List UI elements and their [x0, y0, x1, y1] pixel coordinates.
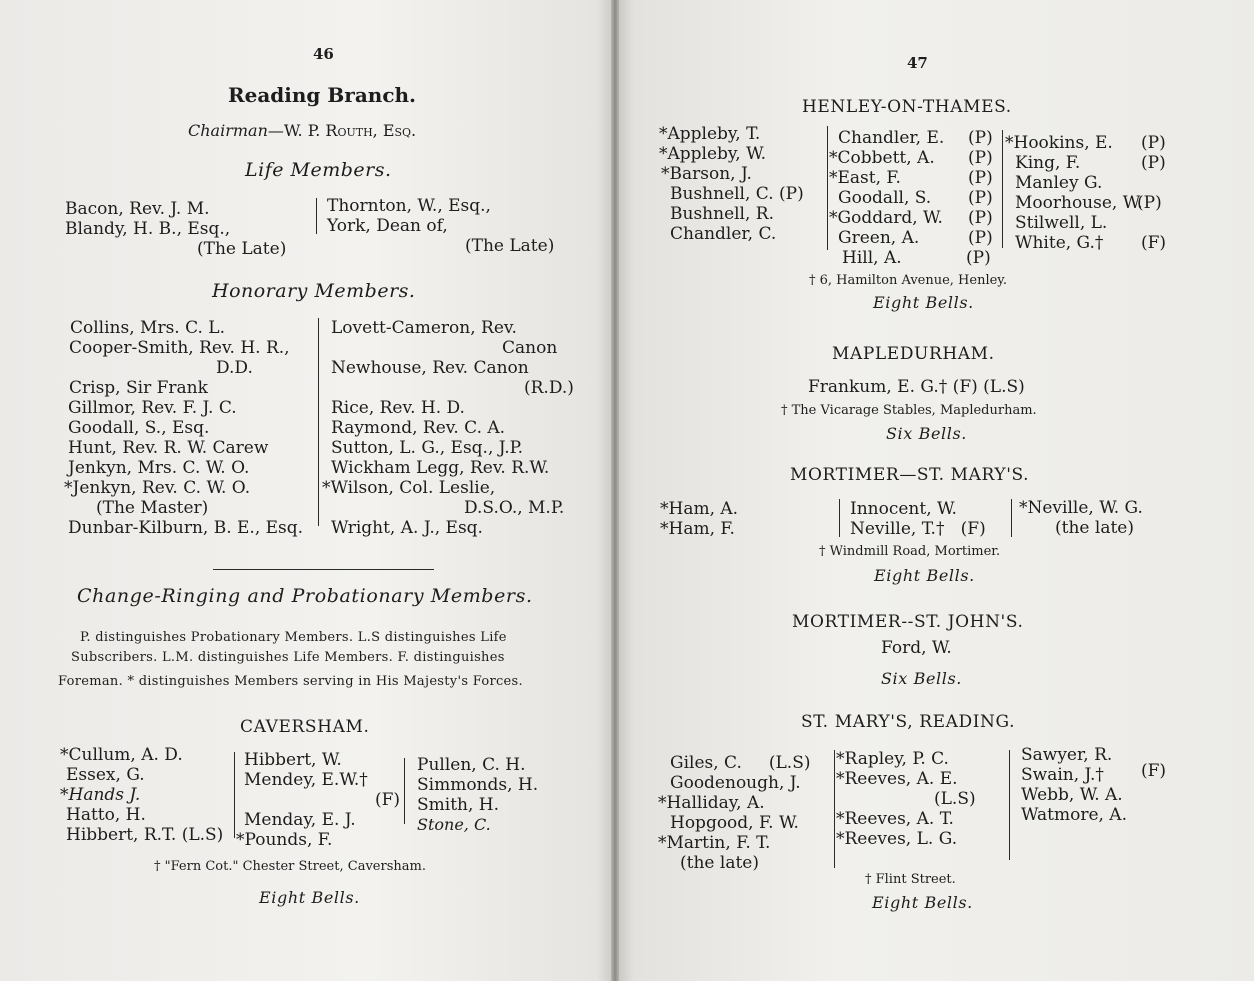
henley-bells: Eight Bells. [873, 293, 974, 312]
mapledurham-title: MAPLEDURHAM. [832, 344, 995, 364]
life-members-col1 [65, 199, 286, 259]
list-item: Hibbert, W. [244, 750, 342, 770]
list-item: Innocent, W. [850, 499, 957, 519]
member-mark: (P) [1141, 133, 1166, 153]
list-item: Crisp, Sir Frank [69, 378, 208, 398]
list-item: Watmore, A. [1021, 805, 1127, 825]
legend-line-3: Foreman. * distinguishes Members serving in His Majesty's Forces. [58, 674, 523, 689]
list-item: Bacon, Rev. J. M. [65, 199, 210, 219]
list-item: Dunbar-Kilburn, B. E., Esq. [68, 518, 304, 538]
list-item: Hill, A. [842, 248, 902, 268]
chairman-label: Chairman [188, 121, 268, 140]
life-members-heading: Life Members. [245, 159, 392, 181]
henley-col3-marks [1137, 133, 1167, 253]
mortimer-mary-col1 [660, 499, 738, 539]
column-divider [1009, 750, 1010, 860]
st-marys-bells: Eight Bells. [872, 893, 973, 912]
member-mark: (P) [968, 128, 993, 148]
list-item: Simmonds, H. [417, 775, 539, 795]
list-item: Goodall, S. [838, 188, 932, 208]
list-item: *Cullum, A. D. [60, 745, 183, 765]
member-mark: (P) [968, 228, 993, 248]
list-item: White, G.† [1015, 233, 1104, 253]
list-item: *Ham, A. [660, 499, 739, 519]
list-item: *Cobbett, A. [829, 148, 935, 168]
list-item: Essex, G. [66, 765, 145, 785]
caversham-bells: Eight Bells. [259, 888, 360, 907]
list-item: Collins, Mrs. C. L. [70, 318, 226, 338]
list-item: D.D. [216, 358, 253, 378]
list-item: *Ham, F. [660, 519, 735, 539]
chairman-name: —W. P. Routh, Esq. [267, 121, 417, 140]
list-item: Stilwell, L. [1015, 213, 1108, 233]
column-divider [839, 499, 840, 537]
st-marys-col3 [1021, 745, 1127, 825]
list-item: *Appleby, T. [659, 124, 761, 144]
list-item: *Martin, F. T. [658, 833, 771, 853]
column-divider [404, 758, 405, 824]
mortimer-john-member: Ford, W. [881, 638, 952, 658]
mortimer-mary-col2 [850, 499, 986, 539]
list-item: Sawyer, R. [1021, 745, 1113, 765]
member-mark [1141, 173, 1166, 193]
list-item: Goodall, S., Esq. [68, 418, 210, 438]
member-mark: (P) [1141, 153, 1166, 173]
column-divider [1011, 499, 1012, 537]
column-divider [1002, 130, 1003, 248]
list-item: *Appleby, W. [659, 144, 766, 164]
list-item: Hunt, Rev. R. W. Carew [68, 438, 269, 458]
honorary-col1 [64, 318, 303, 538]
mortimer-mary-title: MORTIMER—ST. MARY'S. [790, 465, 1030, 485]
list-item: Hatto, H. [66, 805, 146, 825]
mortimer-mary-col3 [1019, 498, 1143, 538]
list-item: Jenkyn, Mrs. C. W. O. [68, 458, 250, 478]
list-item: *East, F. [829, 168, 901, 188]
list-item: (R.D.) [524, 378, 574, 398]
list-item: Blandy, H. B., Esq., [65, 219, 231, 239]
list-item: Chandler, C. [670, 224, 777, 244]
page-number: 47 [907, 54, 928, 72]
list-item: (The Late) [197, 239, 287, 259]
member-mark: (P) [968, 168, 993, 188]
list-item: King, F. [1015, 153, 1081, 173]
list-item: (The Late) [465, 236, 555, 256]
branch-title: Reading Branch. [228, 83, 416, 107]
member-mark: (F) [1141, 233, 1167, 253]
list-item: Gillmor, Rev. F. J. C. [68, 398, 237, 418]
list-item: *Reeves, A. T. [836, 809, 954, 829]
caversham-col3 [417, 755, 538, 835]
list-item: *Reeves, L. G. [836, 829, 958, 849]
mapledurham-footnote: † The Vicarage Stables, Mapledurham. [781, 403, 1037, 418]
list-item: (L.S) [934, 789, 976, 809]
list-item: Newhouse, Rev. Canon [331, 358, 529, 378]
member-mark: (P) [966, 248, 991, 268]
list-item: (the late) [1055, 518, 1134, 538]
henley-footnote: † 6, Hamilton Avenue, Henley. [809, 273, 1008, 288]
list-item: Raymond, Rev. C. A. [331, 418, 506, 438]
list-item: Lovett-Cameron, Rev. [331, 318, 517, 338]
list-item: Canon [502, 338, 558, 358]
list-item: York, Dean of, [327, 216, 448, 236]
legend-line-1: P. distinguishes Probationary Members. L.S distinguishes Life [80, 630, 507, 645]
list-item: *Hands J. [60, 785, 141, 805]
list-item: Rice, Rev. H. D. [331, 398, 465, 418]
henley-col1 [659, 124, 804, 244]
column-divider [234, 752, 235, 838]
list-item: Stone, C. [417, 815, 491, 834]
member-mark: (F) [1141, 761, 1167, 781]
chairman-line [188, 123, 416, 139]
st-marys-col1 [658, 753, 810, 873]
list-item: Smith, H. [417, 795, 500, 815]
column-divider [834, 750, 835, 868]
member-mark: (P) [1137, 193, 1162, 213]
member-mark: (P) [968, 208, 993, 228]
list-item: Moorhouse, W. [1015, 193, 1143, 213]
list-item: *Rapley, P. C. [836, 749, 949, 769]
list-item: Green, A. [838, 228, 920, 248]
member-mark: (P) [968, 148, 993, 168]
list-item: Cooper-Smith, Rev. H. R., [69, 338, 290, 358]
list-item: *Jenkyn, Rev. C. W. O. [64, 478, 251, 498]
member-mark [1141, 213, 1166, 233]
list-item: *Barson, J. [661, 164, 752, 184]
mortimer-mary-bells: Eight Bells. [874, 566, 975, 585]
mortimer-mary-footnote: † Windmill Road, Mortimer. [819, 544, 1001, 559]
st-marys-footnote: † Flint Street. [865, 872, 956, 887]
mortimer-john-bells: Six Bells. [881, 669, 962, 688]
column-divider [827, 126, 828, 250]
book-gutter [611, 0, 619, 981]
list-item: Giles, C. (L.S) [670, 753, 811, 773]
list-item: *Reeves, A. E. [836, 769, 958, 789]
list-item: *Goddard, W. [829, 208, 943, 228]
section-rule [213, 569, 434, 570]
list-item: Hibbert, R.T. (L.S) [66, 825, 224, 845]
caversham-col1 [60, 745, 223, 845]
column-divider [318, 318, 319, 526]
life-members-col2 [327, 196, 554, 256]
list-item: Neville, T.† (F) [850, 519, 986, 539]
list-item: Manley G. [1015, 173, 1103, 193]
list-item: Mendey, E.W.† [244, 770, 368, 790]
list-item: D.S.O., M.P. [464, 498, 565, 518]
honorary-heading: Honorary Members. [212, 280, 416, 302]
list-item: *Neville, W. G. [1019, 498, 1143, 518]
list-item: Swain, J.† [1021, 765, 1104, 785]
list-item: *Hookins, E. [1005, 133, 1113, 153]
mortimer-john-title: MORTIMER--ST. JOHN'S. [792, 612, 1024, 632]
page-number: 46 [313, 45, 334, 63]
list-item: (F) [375, 790, 401, 810]
caversham-col2 [236, 750, 400, 850]
list-item: Bushnell, R. [670, 204, 775, 224]
right-page [615, 0, 1254, 981]
list-item: Menday, E. J. [244, 810, 356, 830]
list-item: (the late) [680, 853, 759, 873]
mapledurham-member: Frankum, E. G.† (F) (L.S) [808, 377, 1025, 397]
henley-title: HENLEY-ON-THAMES. [802, 97, 1012, 117]
legend-line-2: Subscribers. L.M. distinguishes Life Members. F. distinguishes [71, 650, 505, 665]
caversham-footnote: † "Fern Cot." Chester Street, Caversham. [154, 859, 426, 874]
list-item: (The Master) [96, 498, 209, 518]
list-item: Hopgood, F. W. [670, 813, 799, 833]
list-item: Wright, A. J., Esq. [331, 518, 483, 538]
list-item: *Wilson, Col. Leslie, [322, 478, 496, 498]
list-item: *Pounds, F. [236, 830, 333, 850]
list-item: Wickham Legg, Rev. R.W. [331, 458, 550, 478]
list-item: Webb, W. A. [1021, 785, 1123, 805]
list-item: Chandler, E. [838, 128, 945, 148]
henley-col2 [829, 128, 944, 268]
member-mark: (P) [968, 188, 993, 208]
left-page [0, 0, 615, 981]
list-item: Bushnell, C. (P) [670, 184, 804, 204]
st-marys-title: ST. MARY'S, READING. [801, 712, 1016, 732]
henley-col2-marks [968, 128, 993, 268]
list-item: *Halliday, A. [658, 793, 765, 813]
honorary-col2 [322, 318, 574, 538]
list-item: Sutton, L. G., Esq., J.P. [331, 438, 524, 458]
st-marys-col2 [836, 749, 976, 849]
list-item: Thornton, W., Esq., [327, 196, 491, 216]
list-item: Goodenough, J. [670, 773, 801, 793]
henley-col3 [1005, 133, 1143, 253]
caversham-title: CAVERSHAM. [240, 717, 370, 737]
column-divider [316, 198, 317, 234]
list-item: Pullen, C. H. [417, 755, 526, 775]
mapledurham-bells: Six Bells. [886, 424, 967, 443]
change-ringing-heading: Change-Ringing and Probationary Members. [77, 585, 533, 607]
